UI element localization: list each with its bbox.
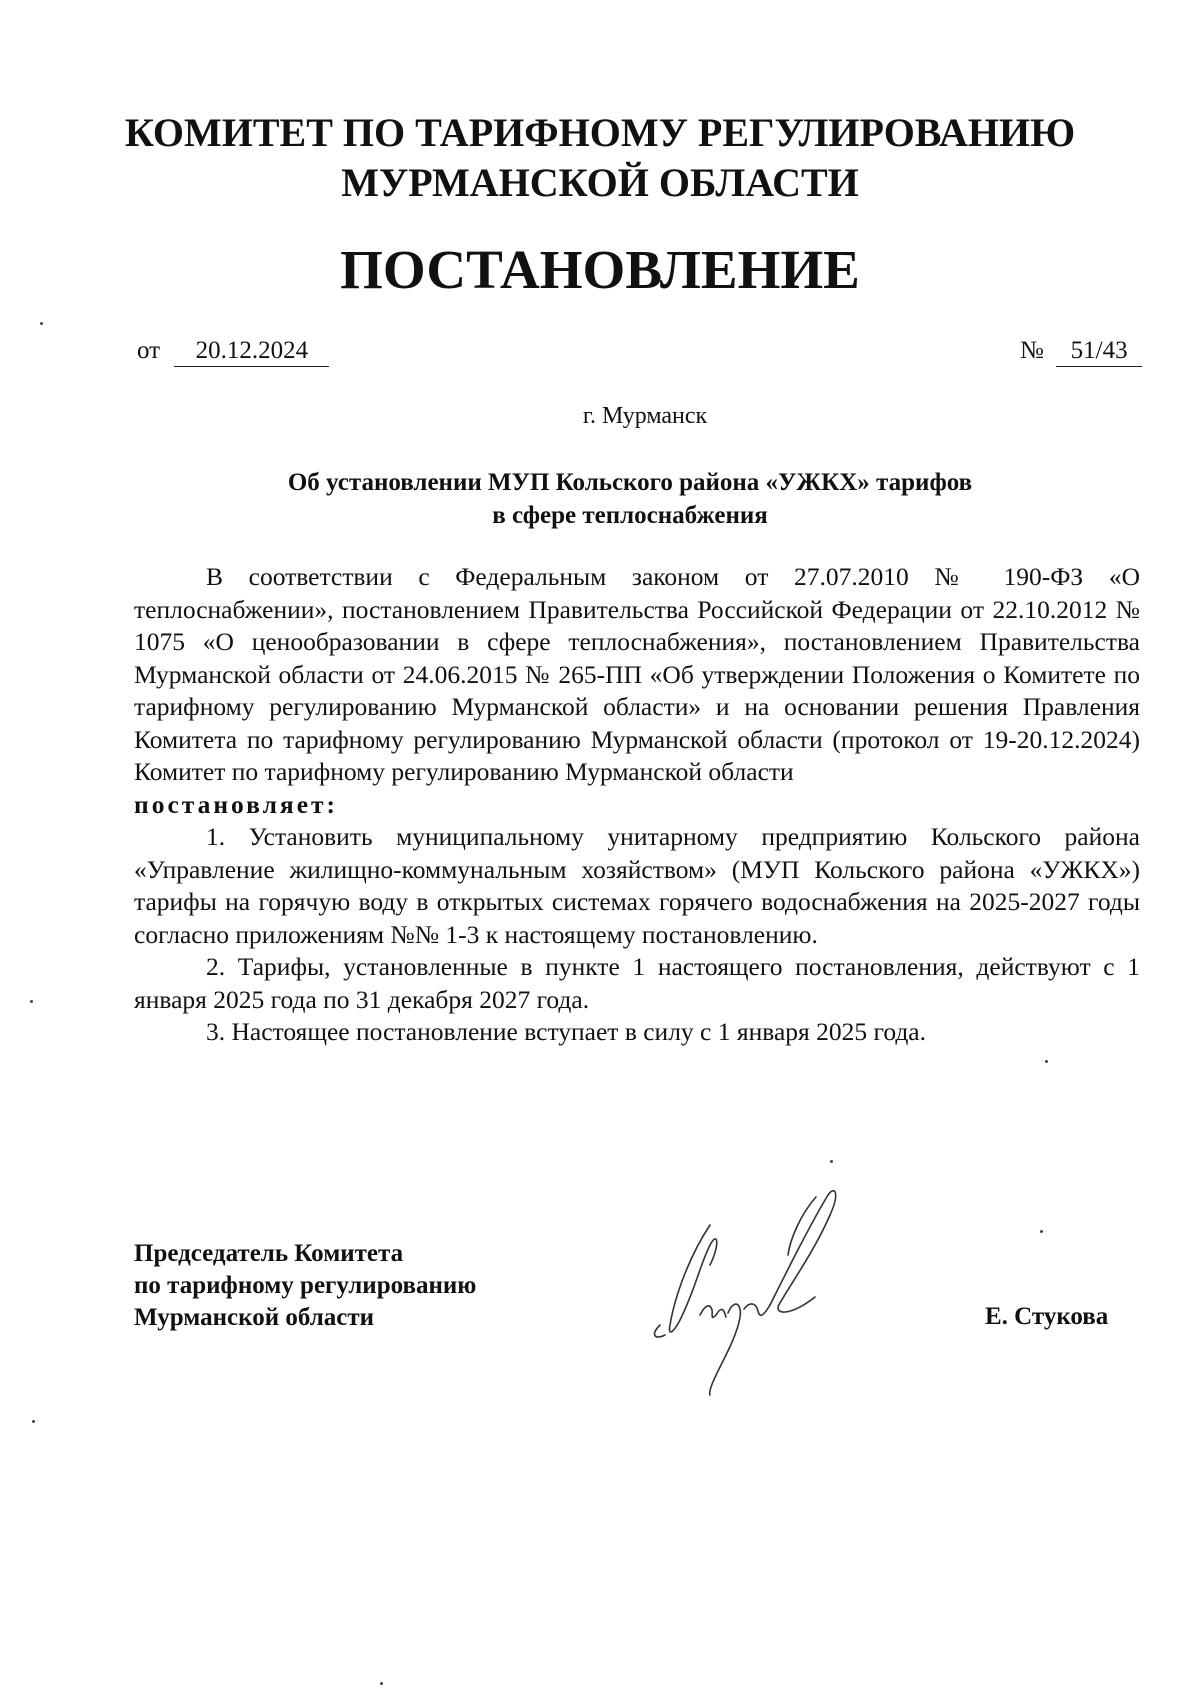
signatory-title [134, 1238, 476, 1334]
scan-speck [40, 322, 43, 325]
scan-speck [30, 1000, 33, 1003]
date-prefix: от [137, 337, 161, 364]
document-date [137, 336, 329, 367]
item-paragraph-3: 3. Настоящее постановление вступает в силу с 1 января 2025 года. [206, 1017, 927, 1046]
number-prefix: № [1020, 337, 1044, 364]
signatory-name: Е. Стукова [985, 1303, 1109, 1330]
number-value: 51/43 [1056, 336, 1142, 367]
subject-line1: Об установлении МУП Кольского района «УЖКХ» тарифов [287, 469, 973, 496]
document-subject [130, 466, 1130, 532]
document-number [1020, 336, 1142, 367]
scan-speck [1040, 1230, 1043, 1233]
preamble-paragraph: В соответствии с Федеральным законом от 27.07.2010 № 190-ФЗ «О теплоснабжении», постановлением Правительства Российской Федерации от 22.10.2012 № 1075 «О ценообразовании в сфере теплоснабжения», постановлением Правительства Мурманской области от 24.06.2015 № 265-ПП «Об утверждении Положения о Комитете по тарифному регулированию Мурманской области» и на основании решения Правления Комитета по тарифному регулированию Мурманской области (протокол от 19-20.12.2024) Комитет по тарифному регулированию Мурманской области [134, 562, 1140, 786]
document-body [134, 561, 1140, 1049]
item-paragraph-2: 2. Тарифы, установленные в пункте 1 настоящего постановления, действуют с 1 января 2025 года по 31 декабря 2027 года. [134, 952, 1140, 1014]
scan-speck [32, 1420, 35, 1423]
signatory-title-line3: Мурманской области [134, 1304, 375, 1331]
date-value: 20.12.2024 [174, 336, 329, 367]
item-paragraph-1: 1. Установить муниципальному унитарному предприятию Кольского района «Управление жилищно-коммунальным хозяйством» (МУП Кольского района «УЖКХ») тарифы на горячую воду в открытых системах горячего водоснабжения на 2025-2027 годы согласно приложениям №№ 1-3 к настоящему постановлению. [134, 822, 1140, 949]
scan-speck [830, 1160, 833, 1163]
city: г. Мурманск [582, 403, 708, 429]
signatory-title-line2: по тарифному регулированию [134, 1272, 477, 1299]
organization-name [100, 108, 1100, 208]
handwritten-signature [640, 1185, 880, 1400]
signatory-title-line1: Председатель Комитета [134, 1240, 404, 1267]
subject-line2: в сфере теплоснабжения [492, 502, 768, 529]
organization-name-line2: МУРМАНСКОЙ ОБЛАСТИ [341, 160, 859, 205]
decree-word: постановляет: [134, 789, 339, 819]
organization-name-line1: КОМИТЕТ ПО ТАРИФНОМУ РЕГУЛИРОВАНИЮ [124, 110, 1076, 155]
document-type-heading: ПОСТАНОВЛЕНИЕ [340, 239, 860, 300]
scan-speck [1045, 1060, 1048, 1063]
scan-speck [380, 1682, 383, 1685]
